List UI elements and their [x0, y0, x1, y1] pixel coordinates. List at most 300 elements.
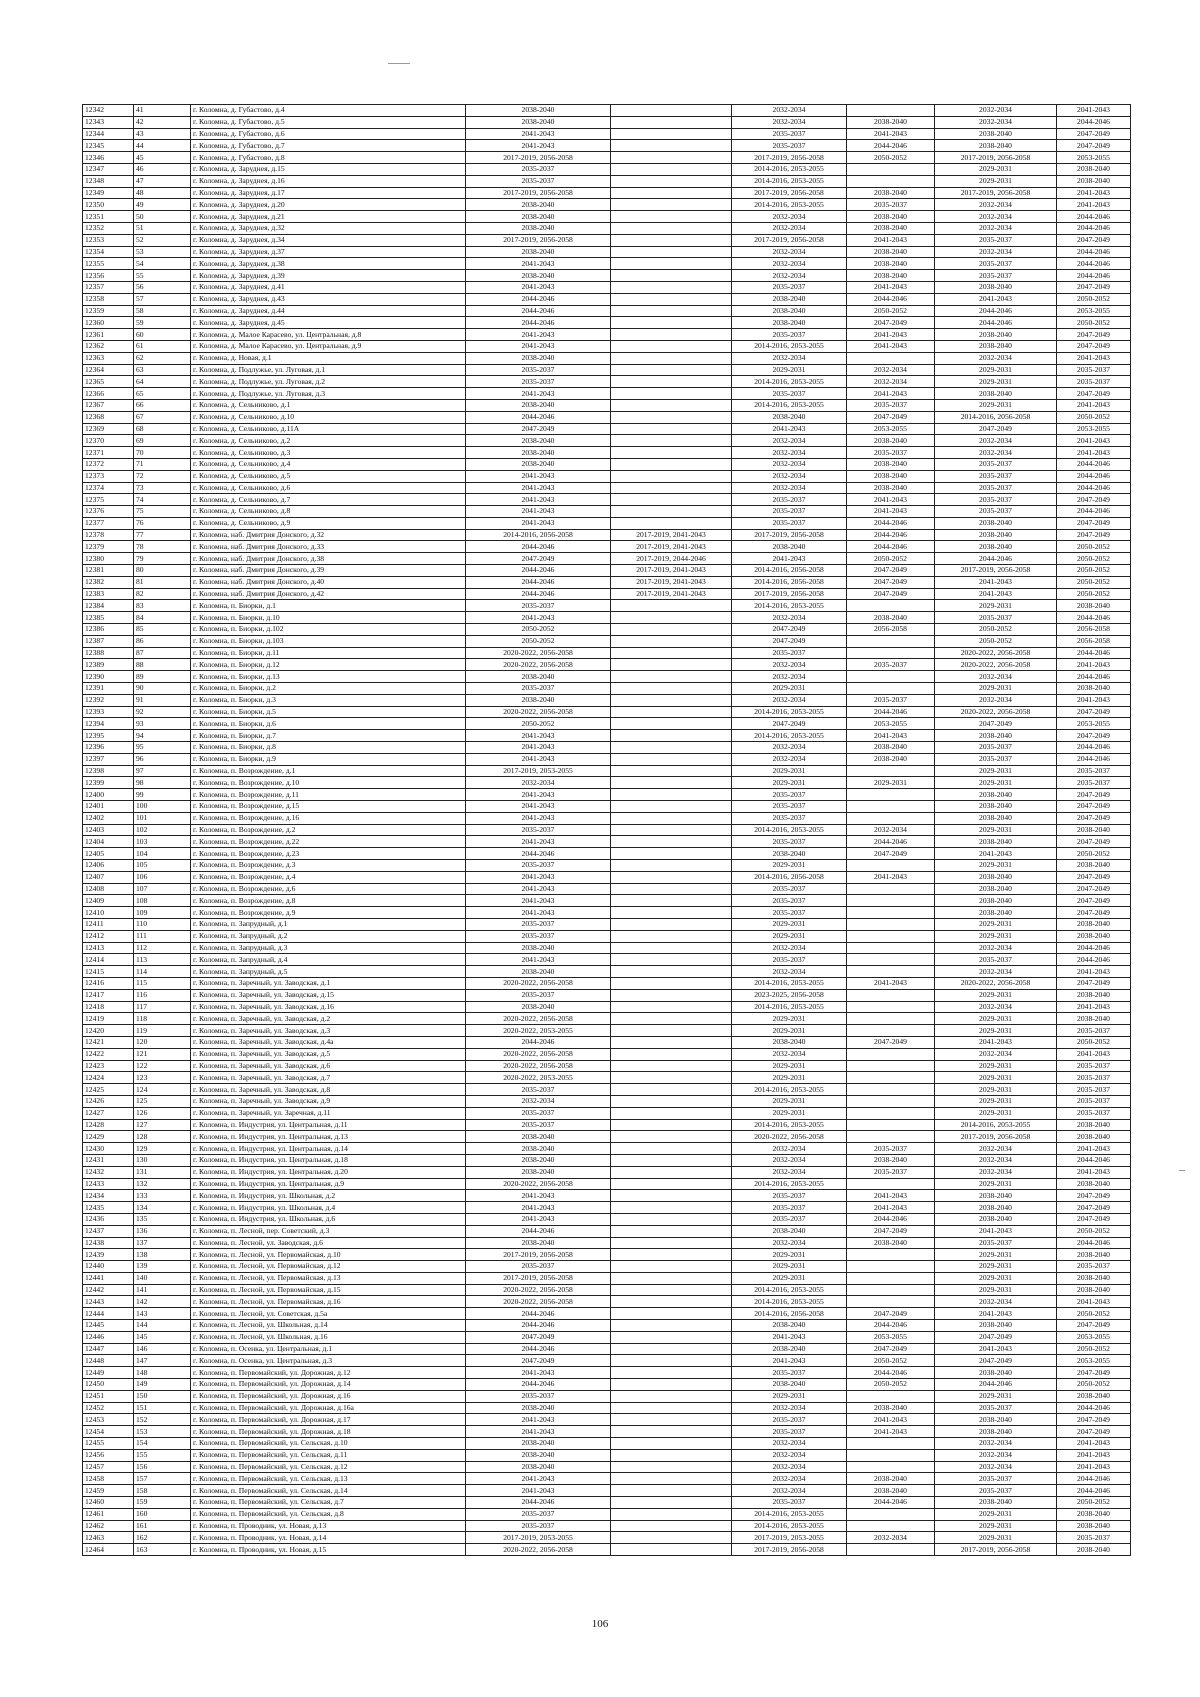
- table-cell: 2014-2016, 2056-2058: [732, 576, 847, 588]
- table-cell: 2041-2043: [466, 388, 611, 400]
- table-cell: 2035-2037: [466, 1084, 611, 1096]
- table-cell: г. Коломна, п. Заречный, ул. Заводская, д.4а: [191, 1036, 466, 1048]
- table-cell: 2038-2040: [847, 1154, 935, 1166]
- table-cell: 2038-2040: [847, 742, 935, 754]
- table-cell: 2035-2037: [1057, 1072, 1131, 1084]
- table-cell: г. Коломна, наб. Дмитрия Донского, д.40: [191, 576, 466, 588]
- table-cell: 163: [134, 1544, 191, 1556]
- table-cell: г. Коломна, п. Первомайский, ул. Дорожная, д.18: [191, 1426, 466, 1438]
- table-cell: 2038-2040: [847, 258, 935, 270]
- table-cell: 2044-2046: [1057, 222, 1131, 234]
- table-row: [83, 399, 1131, 411]
- table-cell: 2047-2049: [935, 423, 1057, 435]
- table-cell: 108: [134, 895, 191, 907]
- table-cell: 2035-2037: [732, 281, 847, 293]
- table-cell: 68: [134, 423, 191, 435]
- table-cell: г. Коломна, п. Заречный, ул. Заводская, д.16: [191, 1001, 466, 1013]
- table-cell: [611, 494, 732, 506]
- table-cell: 2047-2049: [1057, 1367, 1131, 1379]
- table-cell: г. Коломна, п. Биорки, д.7: [191, 730, 466, 742]
- table-cell: 2035-2037: [466, 989, 611, 1001]
- table-cell: г. Коломна, п. Возрождение, д.3: [191, 860, 466, 872]
- table-cell: г. Коломна, п. Индустрия, ул. Школьная, д.6: [191, 1213, 466, 1225]
- table-cell: г. Коломна, д. Заруднея, д.43: [191, 293, 466, 305]
- table-cell: [611, 907, 732, 919]
- table-cell: 2035-2037: [732, 517, 847, 529]
- table-row: [83, 293, 1131, 305]
- table-cell: 2020-2022, 2056-2058: [466, 977, 611, 989]
- table-cell: 124: [134, 1084, 191, 1096]
- table-cell: 2047-2049: [1057, 1202, 1131, 1214]
- table-cell: 12446: [83, 1331, 134, 1343]
- table-cell: 2047-2049: [1057, 340, 1131, 352]
- table-row: [83, 1237, 1131, 1249]
- table-cell: [611, 718, 732, 730]
- table-cell: г. Коломна, д. Заруднея, д.21: [191, 211, 466, 223]
- table-cell: 2032-2034: [935, 942, 1057, 954]
- table-cell: 2029-2031: [732, 930, 847, 942]
- table-cell: 2038-2040: [466, 435, 611, 447]
- table-cell: 2017-2019, 2056-2058: [732, 152, 847, 164]
- table-cell: 2035-2037: [935, 753, 1057, 765]
- table-cell: 2053-2055: [1057, 305, 1131, 317]
- table-cell: 2035-2037: [466, 930, 611, 942]
- table-cell: 2038-2040: [935, 1213, 1057, 1225]
- table-cell: 2038-2040: [466, 671, 611, 683]
- table-cell: 2035-2037: [1057, 1084, 1131, 1096]
- table-row: [83, 966, 1131, 978]
- table-cell: 80: [134, 565, 191, 577]
- table-cell: 12393: [83, 706, 134, 718]
- table-cell: 12426: [83, 1095, 134, 1107]
- table-cell: 84: [134, 612, 191, 624]
- table-cell: 2029-2031: [732, 364, 847, 376]
- table-cell: 49: [134, 199, 191, 211]
- table-cell: г. Коломна, п. Осенка, ул. Центральная, д.1: [191, 1343, 466, 1355]
- table-cell: 2041-2043: [466, 742, 611, 754]
- table-cell: 2038-2040: [732, 848, 847, 860]
- table-cell: 2020-2022, 2056-2058: [466, 1013, 611, 1025]
- table-cell: г. Коломна, п. Лесной, пер. Советский, д.3: [191, 1225, 466, 1237]
- table-cell: 2029-2031: [732, 1261, 847, 1273]
- table-cell: 2032-2034: [732, 1048, 847, 1060]
- table-cell: 2035-2037: [732, 1414, 847, 1426]
- table-cell: 78: [134, 541, 191, 553]
- table-row: [83, 281, 1131, 293]
- table-cell: [611, 1036, 732, 1048]
- table-cell: 2044-2046: [847, 706, 935, 718]
- table-cell: 2029-2031: [732, 1249, 847, 1261]
- table-cell: 2044-2046: [1057, 612, 1131, 624]
- table-cell: 81: [134, 576, 191, 588]
- table-cell: [611, 624, 732, 636]
- table-cell: 12385: [83, 612, 134, 624]
- table-cell: 2014-2016, 2053-2055: [732, 600, 847, 612]
- table-cell: 2044-2046: [1057, 1473, 1131, 1485]
- table-cell: 2038-2040: [847, 1473, 935, 1485]
- table-cell: 2047-2049: [1057, 706, 1131, 718]
- table-cell: 2029-2031: [935, 1107, 1057, 1119]
- table-cell: [847, 1390, 935, 1402]
- table-cell: 2032-2034: [732, 671, 847, 683]
- table-cell: г. Коломна, п. Первомайский, ул. Дорожная, д.16а: [191, 1402, 466, 1414]
- table-row: [83, 871, 1131, 883]
- table-cell: 2035-2037: [847, 199, 935, 211]
- table-row: [83, 883, 1131, 895]
- table-cell: 2041-2043: [1057, 694, 1131, 706]
- table-row: [83, 1414, 1131, 1426]
- table-cell: 2044-2046: [847, 1213, 935, 1225]
- table-cell: 2038-2040: [847, 222, 935, 234]
- table-cell: 2047-2049: [1057, 1320, 1131, 1332]
- table-cell: 2047-2049: [1057, 883, 1131, 895]
- table-cell: 2041-2043: [466, 258, 611, 270]
- table-cell: 2032-2034: [732, 694, 847, 706]
- table-cell: 2053-2055: [1057, 1331, 1131, 1343]
- table-cell: [847, 942, 935, 954]
- table-cell: 12379: [83, 541, 134, 553]
- table-row: [83, 612, 1131, 624]
- table-cell: г. Коломна, п. Первомайский, ул. Сельская, д.7: [191, 1497, 466, 1509]
- table-cell: 2038-2040: [466, 352, 611, 364]
- table-cell: 2038-2040: [935, 907, 1057, 919]
- table-cell: 2050-2052: [847, 305, 935, 317]
- table-cell: [611, 1025, 732, 1037]
- table-row: [83, 671, 1131, 683]
- table-cell: 2044-2046: [847, 529, 935, 541]
- table-cell: 2044-2046: [466, 565, 611, 577]
- table-cell: 2035-2037: [732, 836, 847, 848]
- table-cell: [847, 105, 935, 117]
- table-cell: [611, 482, 732, 494]
- table-cell: 12355: [83, 258, 134, 270]
- table-cell: 2032-2034: [732, 966, 847, 978]
- table-cell: г. Коломна, п. Лесной, ул. Первомайская, д.15: [191, 1284, 466, 1296]
- table-cell: 126: [134, 1107, 191, 1119]
- table-cell: 2044-2046: [847, 541, 935, 553]
- table-cell: 12394: [83, 718, 134, 730]
- table-cell: 2041-2043: [466, 340, 611, 352]
- table-cell: 2038-2040: [732, 1343, 847, 1355]
- table-cell: 2041-2043: [1057, 199, 1131, 211]
- table-row: [83, 789, 1131, 801]
- table-cell: 2035-2037: [732, 140, 847, 152]
- table-row: [83, 742, 1131, 754]
- table-cell: 2035-2037: [1057, 777, 1131, 789]
- table-cell: 2035-2037: [732, 1190, 847, 1202]
- table-cell: 12386: [83, 624, 134, 636]
- table-cell: 2035-2037: [732, 954, 847, 966]
- table-cell: 2020-2022, 2056-2058: [466, 706, 611, 718]
- table-cell: 2014-2016, 2053-2055: [732, 1508, 847, 1520]
- table-cell: 2035-2037: [935, 1237, 1057, 1249]
- table-cell: г. Коломна, п. Лесной, ул. Первомайская, д.12: [191, 1261, 466, 1273]
- table-cell: 12358: [83, 293, 134, 305]
- table-cell: [611, 1261, 732, 1273]
- table-cell: 2035-2037: [466, 918, 611, 930]
- table-cell: 12462: [83, 1520, 134, 1532]
- table-cell: [847, 1072, 935, 1084]
- table-cell: 2014-2016, 2053-2055: [732, 977, 847, 989]
- table-cell: 2041-2043: [732, 423, 847, 435]
- table-cell: 12342: [83, 105, 134, 117]
- table-cell: 2032-2034: [732, 659, 847, 671]
- table-cell: [611, 753, 732, 765]
- table-row: [83, 918, 1131, 930]
- table-cell: 2038-2040: [847, 1485, 935, 1497]
- table-cell: 2035-2037: [732, 907, 847, 919]
- table-cell: 2035-2037: [935, 506, 1057, 518]
- table-cell: 2032-2034: [732, 1461, 847, 1473]
- table-cell: 2035-2037: [466, 1390, 611, 1402]
- table-cell: г. Коломна, п. Первомайский, ул. Сельская, д.8: [191, 1508, 466, 1520]
- table-cell: г. Коломна, наб. Дмитрия Донского, д.32: [191, 529, 466, 541]
- table-cell: 2032-2034: [935, 1143, 1057, 1155]
- table-cell: 2050-2052: [1057, 848, 1131, 860]
- table-cell: 2047-2049: [732, 624, 847, 636]
- table-cell: 2038-2040: [935, 871, 1057, 883]
- table-cell: 12457: [83, 1461, 134, 1473]
- table-cell: 2041-2043: [466, 470, 611, 482]
- table-cell: 2014-2016, 2053-2055: [732, 399, 847, 411]
- table-cell: 2032-2034: [732, 222, 847, 234]
- table-row: [83, 376, 1131, 388]
- table-cell: г. Коломна, п. Возрождение, д.2: [191, 824, 466, 836]
- table-cell: [847, 765, 935, 777]
- table-row: [83, 529, 1131, 541]
- table-cell: г. Коломна, п. Возрождение, д.11: [191, 789, 466, 801]
- table-cell: 2038-2040: [1057, 163, 1131, 175]
- table-cell: 162: [134, 1532, 191, 1544]
- table-cell: 161: [134, 1520, 191, 1532]
- table-cell: 12359: [83, 305, 134, 317]
- table-cell: 2053-2055: [847, 423, 935, 435]
- table-cell: 2014-2016, 2056-2058: [732, 565, 847, 577]
- table-cell: 2035-2037: [1057, 1060, 1131, 1072]
- table-cell: 12445: [83, 1320, 134, 1332]
- table-cell: 2038-2040: [935, 541, 1057, 553]
- table-cell: 2041-2043: [466, 1485, 611, 1497]
- table-cell: 2047-2049: [847, 576, 935, 588]
- table-cell: 2053-2055: [1057, 423, 1131, 435]
- table-row: [83, 848, 1131, 860]
- table-row: [83, 1355, 1131, 1367]
- table-cell: г. Коломна, п. Запрудный, д.5: [191, 966, 466, 978]
- table-cell: 12448: [83, 1355, 134, 1367]
- table-cell: 12459: [83, 1485, 134, 1497]
- table-cell: 2047-2049: [935, 1331, 1057, 1343]
- table-cell: 12433: [83, 1178, 134, 1190]
- table-cell: 12363: [83, 352, 134, 364]
- table-cell: 116: [134, 989, 191, 1001]
- table-cell: 2029-2031: [732, 683, 847, 695]
- table-cell: [611, 376, 732, 388]
- table-cell: 12417: [83, 989, 134, 1001]
- table-cell: 2029-2031: [935, 860, 1057, 872]
- table-cell: 2014-2016, 2053-2055: [732, 1119, 847, 1131]
- table-cell: [611, 517, 732, 529]
- table-cell: 2038-2040: [935, 517, 1057, 529]
- table-row: [83, 364, 1131, 376]
- table-cell: [611, 871, 732, 883]
- table-cell: 2044-2046: [847, 140, 935, 152]
- table-cell: 2032-2034: [732, 258, 847, 270]
- table-cell: 2047-2049: [732, 635, 847, 647]
- table-cell: г. Коломна, п. Биорки, д.5: [191, 706, 466, 718]
- table-row: [83, 576, 1131, 588]
- table-cell: [847, 883, 935, 895]
- table-cell: 2038-2040: [935, 1190, 1057, 1202]
- table-cell: 2032-2034: [732, 270, 847, 282]
- table-body: [83, 105, 1131, 1556]
- table-cell: 2038-2040: [1057, 1272, 1131, 1284]
- table-cell: [611, 895, 732, 907]
- table-cell: 2035-2037: [732, 895, 847, 907]
- table-cell: [611, 1532, 732, 1544]
- table-cell: 2032-2034: [935, 966, 1057, 978]
- table-cell: 101: [134, 812, 191, 824]
- table-cell: г. Коломна, п. Биорки, д.13: [191, 671, 466, 683]
- table-cell: 2047-2049: [935, 718, 1057, 730]
- table-cell: 117: [134, 1001, 191, 1013]
- table-cell: 2035-2037: [1057, 364, 1131, 376]
- table-cell: 2029-2031: [935, 175, 1057, 187]
- table-row: [83, 860, 1131, 872]
- table-cell: г. Коломна, д. Заруднея, д.44: [191, 305, 466, 317]
- table-cell: 2050-2052: [466, 624, 611, 636]
- table-cell: 150: [134, 1390, 191, 1402]
- table-cell: 149: [134, 1379, 191, 1391]
- table-cell: 2044-2046: [935, 305, 1057, 317]
- table-cell: 2041-2043: [1057, 1143, 1131, 1155]
- table-cell: г. Коломна, д. Заруднея, д.41: [191, 281, 466, 293]
- table-cell: 2032-2034: [935, 116, 1057, 128]
- table-cell: 146: [134, 1343, 191, 1355]
- table-cell: 2032-2034: [732, 1473, 847, 1485]
- table-cell: 2053-2055: [1057, 152, 1131, 164]
- table-cell: г. Коломна, п. Биорки, д.8: [191, 742, 466, 754]
- table-cell: 2029-2031: [732, 1095, 847, 1107]
- table-cell: 2038-2040: [466, 246, 611, 258]
- table-cell: г. Коломна, д. Сельниково, д.5: [191, 470, 466, 482]
- table-cell: 2038-2040: [935, 1367, 1057, 1379]
- table-cell: 2032-2034: [732, 447, 847, 459]
- table-cell: 12413: [83, 942, 134, 954]
- table-cell: 12369: [83, 423, 134, 435]
- table-cell: г. Коломна, п. Заречный, ул. Заводская, д.7: [191, 1072, 466, 1084]
- table-cell: 12351: [83, 211, 134, 223]
- table-row: [83, 1485, 1131, 1497]
- table-cell: 12464: [83, 1544, 134, 1556]
- table-cell: г. Коломна, д. Сельниково, д.9: [191, 517, 466, 529]
- table-cell: 100: [134, 801, 191, 813]
- table-cell: 2038-2040: [1057, 930, 1131, 942]
- table-cell: 12458: [83, 1473, 134, 1485]
- table-cell: [847, 1249, 935, 1261]
- table-cell: 2017-2019, 2056-2058: [935, 187, 1057, 199]
- table-cell: 2047-2049: [847, 848, 935, 860]
- table-cell: 129: [134, 1143, 191, 1155]
- table-row: [83, 647, 1131, 659]
- table-cell: [611, 671, 732, 683]
- table-cell: 2044-2046: [1057, 506, 1131, 518]
- table-cell: 2029-2031: [935, 683, 1057, 695]
- table-cell: 2020-2022, 2056-2058: [732, 1131, 847, 1143]
- table-cell: 2038-2040: [1057, 989, 1131, 1001]
- table-cell: 2041-2043: [732, 1331, 847, 1343]
- table-cell: 2035-2037: [466, 1119, 611, 1131]
- table-cell: 2035-2037: [1057, 765, 1131, 777]
- table-cell: 2038-2040: [1057, 918, 1131, 930]
- table-cell: 2044-2046: [466, 848, 611, 860]
- table-cell: 12407: [83, 871, 134, 883]
- table-cell: 2014-2016, 2053-2055: [935, 1119, 1057, 1131]
- table-cell: [611, 1461, 732, 1473]
- table-cell: 12443: [83, 1296, 134, 1308]
- table-cell: 154: [134, 1438, 191, 1450]
- table-cell: 12449: [83, 1367, 134, 1379]
- table-cell: [611, 1048, 732, 1060]
- table-row: [83, 258, 1131, 270]
- table-cell: 2038-2040: [847, 1237, 935, 1249]
- table-cell: [611, 918, 732, 930]
- table-cell: 2050-2052: [847, 1379, 935, 1391]
- table-cell: 2029-2031: [847, 777, 935, 789]
- table-cell: [847, 175, 935, 187]
- table-row: [83, 1143, 1131, 1155]
- table-cell: [611, 163, 732, 175]
- table-cell: 2029-2031: [732, 860, 847, 872]
- table-cell: 2017-2019, 2041-2043: [611, 541, 732, 553]
- table-cell: 2035-2037: [466, 1107, 611, 1119]
- table-cell: 2035-2037: [935, 954, 1057, 966]
- table-cell: [611, 1237, 732, 1249]
- table-cell: 2050-2052: [847, 152, 935, 164]
- table-cell: 12414: [83, 954, 134, 966]
- table-cell: 2029-2031: [732, 1013, 847, 1025]
- table-cell: 2038-2040: [466, 1166, 611, 1178]
- table-cell: [611, 824, 732, 836]
- table-cell: 2047-2049: [847, 1343, 935, 1355]
- table-cell: 2041-2043: [1057, 187, 1131, 199]
- table-cell: 12440: [83, 1261, 134, 1273]
- table-cell: 2038-2040: [935, 730, 1057, 742]
- table-row: [83, 565, 1131, 577]
- table-row: [83, 1249, 1131, 1261]
- table-cell: [847, 1013, 935, 1025]
- table-cell: 2038-2040: [847, 470, 935, 482]
- table-cell: 12418: [83, 1001, 134, 1013]
- table-cell: 2041-2043: [847, 506, 935, 518]
- table-cell: 2047-2049: [466, 1355, 611, 1367]
- table-cell: [847, 1520, 935, 1532]
- table-cell: г. Коломна, п. Заречный, ул. Заречная, д.11: [191, 1107, 466, 1119]
- table-cell: 12384: [83, 600, 134, 612]
- table-cell: 111: [134, 930, 191, 942]
- table-cell: г. Коломна, д. Подлужье, ул. Луговая, д.1: [191, 364, 466, 376]
- table-row: [83, 1308, 1131, 1320]
- table-cell: 2032-2034: [732, 211, 847, 223]
- table-cell: 12366: [83, 388, 134, 400]
- table-cell: 2038-2040: [847, 246, 935, 258]
- table-row: [83, 317, 1131, 329]
- table-cell: [611, 860, 732, 872]
- table-cell: [611, 364, 732, 376]
- table-cell: 2047-2049: [1057, 907, 1131, 919]
- table-cell: г. Коломна, д. Заруднея, д.16: [191, 175, 466, 187]
- table-cell: 2038-2040: [935, 801, 1057, 813]
- table-cell: 159: [134, 1497, 191, 1509]
